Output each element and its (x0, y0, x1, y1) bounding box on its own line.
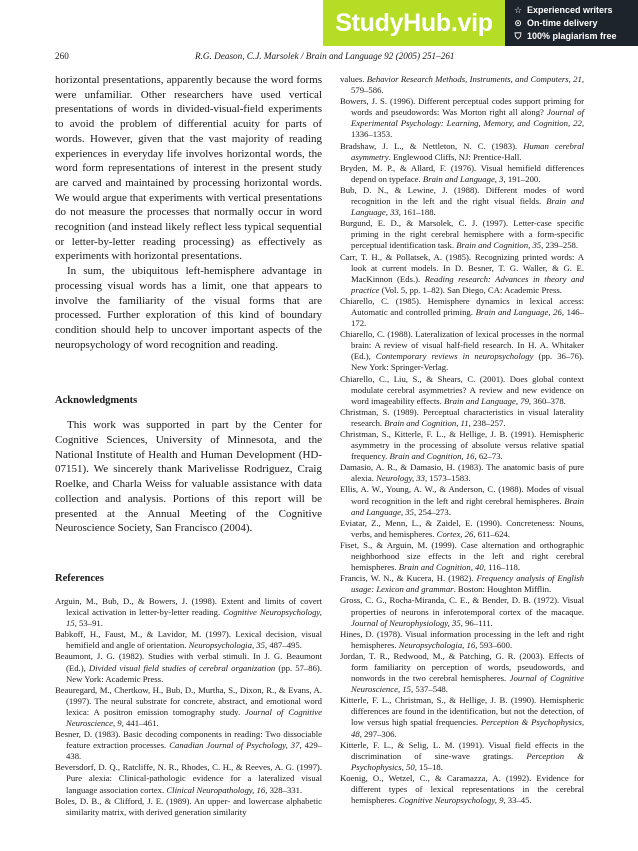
reference-text: Brain and Cognition, 16 (389, 451, 475, 462)
reference-text: Contemporary reviews in neuropsychology (375, 351, 534, 362)
page-number: 260 (55, 51, 69, 61)
reference-text: Fiset, S., & Arguin, M. (1999). Case alternation and orthographic neighborhood size effects in the left and right cerebral hemispheres. (340, 539, 584, 573)
reference-entry (55, 651, 322, 684)
reference-text: Brain and Language, 3 (422, 173, 504, 184)
reference-text: Jordan, T. R., Redwood, M., & Patching, G. R. (2003). Effects of form familiarity on perception of words, pseudowords, and nonwords in the two cerebral hemispheres. (340, 650, 584, 684)
clock-icon: ⊙ (514, 18, 522, 28)
reference-text: , 116–118. (483, 562, 521, 573)
reference-text: Beaumont, J. G. (1982). Studies with verbal stimuli. In J. G. Beaumont (Ed.), (55, 651, 322, 673)
reference-text: Frequency analysis of English usage: Lexicon and grammar (351, 573, 584, 595)
reference-text: Bryden, M. P., & Allard, F. (1976). Visual hemifield differences depend on typeface. (340, 162, 584, 184)
reference-text: , 238–257. (468, 417, 506, 428)
journal-citation: R.G. Deason, C.J. Marsolek / Brain and Language 92 (2005) 251–261 (195, 51, 455, 61)
reference-text: Canadian Journal of Psychology, 37 (169, 740, 300, 751)
reference-text: Brain and Language, 35 (351, 495, 584, 517)
reference-text: Koenig, O., Wetzel, C., & Caramazza, A. (1992). Evidence for different types of lexical representations in the cerebral hemispheres. (340, 772, 584, 806)
reference-text: , 62–73. (474, 451, 503, 462)
reference-entry (340, 96, 584, 140)
reference-text: Brain and Cognition, 40 (398, 562, 484, 573)
reference-entry (55, 796, 322, 818)
reference-text: , 15–18. (414, 761, 443, 772)
reference-text: Boles, D. B., & Clifford, J. E. (1989). An upper- and lowercase alphabetic similarity matrix, with derived generation similarity (55, 795, 322, 817)
reference-text: Brain and Cognition, 35 (456, 240, 542, 251)
reference-entry (340, 163, 584, 185)
reference-text: , 254–273. (413, 506, 451, 517)
reference-text: Francis, W. N., & Kucera, H. (1982). (340, 573, 477, 584)
reference-text: Gross, C. G., Rocha-Miranda, C. E., & Bender, D. B. (1972). Visual properties of neurons in inferotemporal cortex of the macaque. (340, 595, 584, 617)
reference-text: Cognitive Neuropsychology, 9 (398, 795, 504, 806)
reference-entry (340, 218, 584, 251)
reference-text: , 1336–1353. (351, 118, 584, 140)
reference-entry (55, 762, 322, 795)
reference-text: Babkoff, H., Faust, M., & Lavidor, M. (1997). Lexical decision, visual hemifield and angle of orientation. (55, 629, 322, 651)
reference-text: Hines, D. (1978). Visual information processing in the left and right hemispheres. (340, 628, 584, 650)
reference-entry (340, 185, 584, 218)
reference-text: Beauregard, M., Chertkow, H., Bub, D., Murtha, S., Dixon, R., & Evans, A. (1997). The neural substrate for concrete, abstract, and emotional word lexica: A positron emission tomography study. (55, 684, 322, 717)
reference-text: , 161–188. (398, 207, 436, 218)
reference-text: , 441–461. (121, 718, 159, 729)
reference-text: Kitterle, F. L., & Selig, L. M. (1991). Visual field effects in the discrimination of sine-wave gratings. (340, 739, 584, 761)
reference-text: , 146–172. (351, 306, 584, 329)
reference-text: Carr, T. H., & Pollatsek, A. (1985). Recognizing printed words: A look at current models. In D. Besner, T. G. Waller, & G. E. MacKinnon (Eds.). (340, 251, 584, 284)
reference-entry (55, 729, 322, 762)
reference-text: , 537–548. (411, 684, 448, 695)
reference-entry (340, 296, 584, 329)
reference-text: Perception & Psychophysics, 50 (351, 750, 584, 772)
body-paragraph: In sum, the ubiquitous left-hemisphere advantage in processing visual words has a limit, one that appears to involve the familiarity of the visual forms that are processed. Further exploration of this kind of boundary condition should help to uncover important aspects of the neuropsychology of word recognition and reading. (55, 265, 322, 351)
reference-text: Cognitive Neuropsychology, 15 (66, 607, 322, 629)
right-column (340, 74, 584, 806)
reference-entry (340, 629, 584, 651)
reference-text: Neuropsychologia, 35 (188, 640, 265, 651)
acknowledgments-text: This work was supported in part by the Center for Cognitive Sciences, University of Minnesota, and the National Institute of Health and Human Development (HD-07151). We sincerely thank Marivelisse Rodriguez, Craig Roelke, and Charla Weiss for valuable assistance with data collection and analysis. Portions of this report will be presented at the Annual Meeting of the Cognitive Neuroscience Society, San Francisco (2004). (55, 419, 322, 535)
reference-entry (55, 685, 322, 729)
promo-banner[interactable] (323, 0, 638, 46)
reference-text: . Englewood Cliffs, NJ: Prentice-Hall. (388, 151, 522, 162)
reference-text: (pp. 57–86). New York: Academic Press. (66, 662, 322, 684)
reference-text: Besner, D. (1983). Basic decoding components in reading: Two dissociable feature extraction processes. (55, 729, 322, 751)
reference-text: , 297–306. (359, 728, 397, 739)
reference-entry (340, 462, 584, 484)
feature-item (513, 30, 617, 42)
reference-entry (340, 252, 584, 296)
reference-text: Clinical Neuropathology, 16 (166, 784, 266, 795)
reference-entry (340, 74, 584, 96)
reference-text: Damasio, A. R., & Damasio, H. (1983). The anatomic basis of pure alexia. (340, 462, 584, 484)
feature-label: On-time delivery (527, 18, 598, 28)
reference-text: , 360–378. (528, 395, 566, 406)
reference-entry (340, 695, 584, 739)
reference-text: Reading research: Advances in theory and practice (351, 273, 584, 295)
reference-text: , 53–91. (74, 618, 103, 629)
reference-text: , 1573–1583. (425, 473, 471, 484)
reference-text: , 191–200. (503, 173, 541, 184)
reference-text: Burgund, E. D., & Marsolek, C. J. (1997). Letter-case specific priming in the right cerebral hemisphere with a form-specific perceptual identification task. (340, 218, 584, 251)
reference-entry (340, 141, 584, 163)
reference-text: (pp. 36–76). New York: Springer-Verlag. (351, 351, 584, 373)
reference-text: Behavior Research Methods, Instruments, and Computers, 21 (366, 74, 582, 84)
reference-text: Arguin, M., Bub, D., & Bowers, J. (1998). Extent and limits of covert lexical activation in letter-by-letter reading. (55, 595, 322, 618)
reference-text: Chiarello, C. (1988). Lateralization of lexical processes in the normal brain: A review of visual half-field research. In H. A. Whitaker (Ed.), (340, 329, 584, 362)
reference-entry (340, 740, 584, 773)
reference-text: Journal of Cognitive Neuroscience, 9 (66, 706, 322, 729)
reference-text: Chiarello, C. (1985). Hemisphere dynamics in lexical access: Automatic and controlled priming. (340, 295, 584, 317)
reference-list (340, 74, 584, 806)
reference-text: Bub, D. N., & Lewine, J. (1988). Different modes of word recognition in the left and the right visual fields. (340, 184, 584, 207)
reference-entry (340, 407, 584, 429)
reference-entry (340, 484, 584, 517)
reference-text: , 579–586. (351, 74, 584, 96)
reference-entry (340, 329, 584, 373)
reference-entry (340, 651, 584, 695)
reference-text: , 593–600. (475, 639, 513, 650)
reference-text: . Boston: Houghton Mifflin. (453, 584, 552, 595)
reference-text: Brain and Language, 26 (475, 306, 562, 317)
running-header (55, 50, 585, 62)
reference-text: Perception & Psychophysics, 48 (351, 717, 585, 739)
reference-text: Journal of Cognitive Neuroscience, 15 (351, 673, 585, 695)
reference-text: , 96–111. (460, 617, 493, 628)
reference-list (55, 596, 322, 818)
left-column (55, 73, 322, 818)
reference-text: Chiarello, C., Liu, S., & Shears, C. (2001). Does global context modulate cerebral asymmetries? A review and new evidence on word imageability effects. (340, 373, 584, 406)
shield-check-icon: ⛉ (514, 31, 522, 41)
reference-text: (Vol. 5, pp. 1–82). San Diego, CA: Academic Press. (379, 284, 562, 295)
reference-text: , 328–331. (265, 784, 303, 795)
feature-label: 100% plagiarism free (527, 31, 617, 41)
reference-text: Brain and Language, 33 (351, 196, 584, 218)
reference-entry (55, 596, 322, 629)
reference-entry (340, 374, 584, 407)
reference-text: , 239–258. (541, 240, 579, 251)
reference-text: , 429–438. (66, 740, 323, 762)
reference-text: , 487–495. (264, 640, 302, 651)
references-heading: References (55, 572, 104, 584)
reference-entry (340, 540, 584, 573)
reference-entry (55, 629, 322, 651)
reference-text: Christman, S., Kitterle, F. L., & Hellige, J. B. (1991). Hemispheric asymmetry in the processing of absolute versus relative spatial frequency. (340, 429, 584, 462)
acknowledgments-heading: Acknowledgments (55, 395, 138, 407)
reference-text: Beversdorf, D. Q., Ratcliffe, N. R., Rhodes, C. H., & Reeves, A. G. (1997). Pure alexia: Clinical-pathologic evidence for a lateralized visual language association cortex. (55, 762, 322, 795)
feature-item (513, 4, 617, 16)
reference-text: Ellis, A. W., Young, A. W., & Anderson, C. (1988). Modes of visual word recognition in the left and right cerebral hemispheres. (340, 484, 584, 506)
reference-text: Cortex, 26 (436, 528, 474, 539)
reference-text: values. (340, 74, 367, 84)
reference-text: Bradshaw, J. L., & Nettleton, N. C. (1983). (340, 140, 524, 151)
studyhub-logo[interactable]: StudyHub.vip (323, 0, 505, 46)
reference-entry (340, 595, 584, 628)
body-paragraph: horizontal presentations, apparently because the word forms were unfamiliar. Other researchers have used vertical presentations of words in divided-visual-field experiments to avoid the problem of differential acuity for parts of words. However, given that the vast majority of reading experiences in everyday life involves horizontal words, the word form representations of interest in the present study are carved and maintained by processing horizontal words. We would argue that experiments with vertical presentations do not measure the processes that normally occur in word recognition (and instead likely reflect less typical sequential or letter-by-letter reading processing) as effectively as experiments with horizontal presentations. (55, 74, 322, 263)
reference-text: , 33–45. (503, 795, 532, 806)
reference-text: Brain and Language, 79 (443, 395, 529, 406)
reference-text: Neurology, 33 (376, 473, 425, 484)
reference-text: Human cerebral asymmetry (351, 140, 585, 162)
reference-text: Divided visual field studies of cerebral organization (88, 662, 276, 673)
reference-text: Brain and Cognition, 11 (384, 417, 469, 428)
reference-text: Bowers, J. S. (1996). Different perceptual codes support priming for words and pseudowords: Was Morton right all along? (340, 96, 584, 118)
reference-text: Kitterle, F. L., Christman, S., & Hellige, J. B. (1990). Hemispheric differences are found in the identification, but not the detection, of low versus high spatial frequencies. (340, 695, 584, 728)
reference-text: Eviatar, Z., Menn, L., & Zaidel, E. (1990). Concreteness: Nouns, verbs, and hemispheres. (340, 517, 584, 539)
feature-list (505, 4, 617, 42)
reference-entry (340, 573, 584, 595)
star-icon: ☆ (513, 5, 523, 15)
feature-label: Experienced writers (527, 5, 613, 15)
reference-text: Neuropsychologia, 16 (398, 639, 476, 650)
reference-text: Journal of Experimental Psychology: Learning, Memory, and Cognition, 22 (351, 107, 584, 129)
reference-entry (340, 773, 584, 806)
feature-item (513, 17, 617, 29)
reference-entry (340, 429, 584, 462)
reference-text: Journal of Neurophysiology, 35 (351, 617, 461, 628)
reference-entry (340, 518, 584, 540)
reference-text: Christman, S. (1989). Perceptual characteristics in visual laterality research. (340, 406, 584, 428)
reference-text: , 611–624. (473, 528, 510, 539)
